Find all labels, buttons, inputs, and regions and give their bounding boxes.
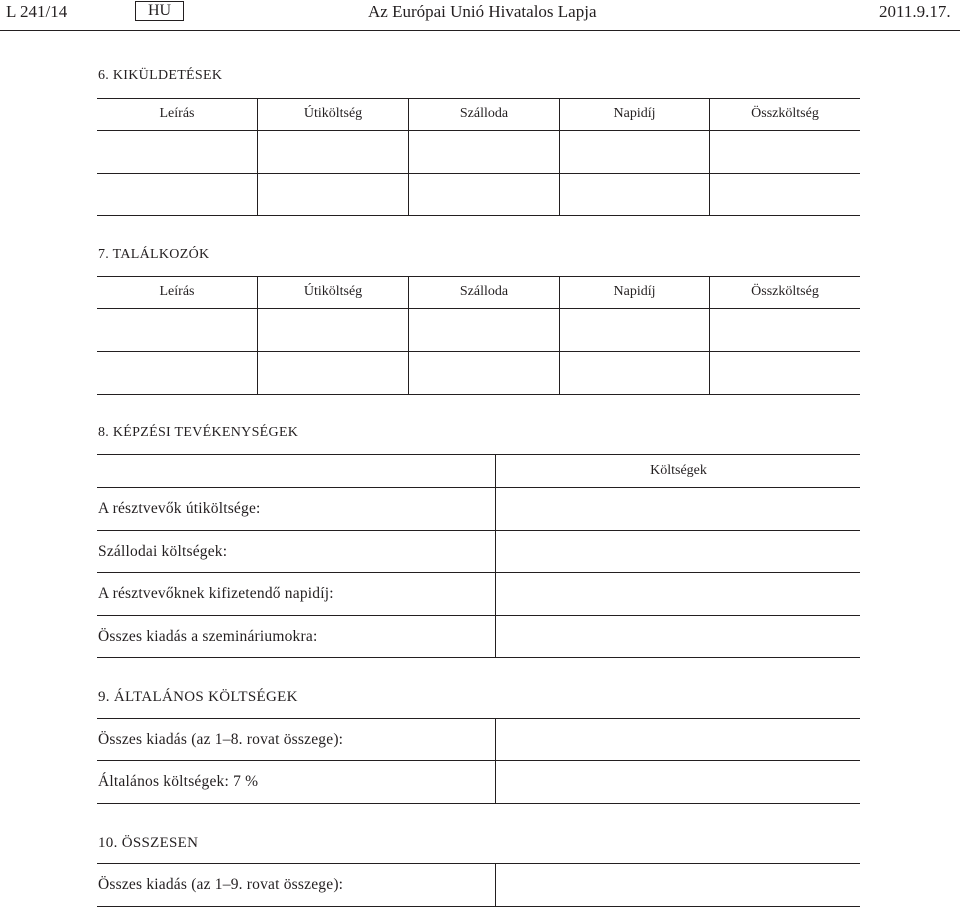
table-rule — [97, 803, 860, 804]
row-label: Általános költségek: 7 % — [98, 773, 259, 790]
journal-title: Az Európai Unió Hivatalos Lapja — [368, 2, 597, 21]
table-rule — [97, 487, 860, 488]
section-10-table — [97, 863, 860, 908]
table-rule — [97, 906, 860, 907]
table-rule — [97, 454, 860, 455]
section-9-title: 9. ÁLTALÁNOS KÖLTSÉGEK — [98, 689, 298, 705]
table-rule — [97, 657, 860, 658]
table-rule — [97, 215, 860, 216]
costs-column-header: Költségek — [650, 463, 707, 478]
header-rule — [0, 30, 960, 31]
section-8-title: 8. KÉPZÉSI TEVÉKENYSÉGEK — [98, 425, 299, 440]
column-header: Útiköltség — [303, 106, 363, 121]
table-rule — [97, 760, 860, 761]
table-rule — [97, 572, 860, 573]
row-label: Összes kiadás (az 1–9. rovat összege): — [98, 876, 344, 893]
publication-date: 2011.9.17. — [879, 2, 951, 21]
table-rule — [97, 530, 860, 531]
section-9-table — [97, 718, 860, 805]
column-header: Napidíj — [613, 284, 656, 299]
table-rule — [97, 351, 860, 352]
column-header: Útiköltség — [303, 284, 363, 299]
row-label: A résztvevők útiköltsége: — [98, 500, 261, 517]
table-rule — [97, 718, 860, 719]
table-rule — [97, 308, 860, 309]
section-8-table — [97, 454, 860, 659]
table-rule — [97, 863, 860, 864]
row-label: Összes kiadás a szemináriumokra: — [98, 628, 318, 645]
column-divider — [495, 718, 496, 804]
section-7-title: 7. TALÁLKOZÓK — [98, 247, 210, 262]
page-reference: L 241/14 — [6, 2, 68, 21]
row-label: A résztvevőknek kifizetendő napidíj: — [98, 585, 334, 602]
column-header: Összköltség — [751, 284, 819, 299]
table-rule — [97, 98, 860, 99]
section-10-title: 10. ÖSSZESEN — [98, 835, 199, 851]
section-7-table — [97, 276, 860, 396]
column-header: Szálloda — [459, 284, 509, 299]
section-6-title: 6. KIKÜLDETÉSEK — [98, 68, 223, 83]
column-header: Leírás — [159, 106, 195, 121]
table-rule — [97, 615, 860, 616]
language-code-box: HU — [135, 1, 184, 21]
column-divider — [495, 863, 496, 907]
column-header: Napidíj — [613, 106, 656, 121]
table-rule — [97, 130, 860, 131]
table-rule — [97, 173, 860, 174]
row-label: Szállodai költségek: — [98, 543, 228, 560]
row-label: Összes kiadás (az 1–8. rovat összege): — [98, 731, 344, 748]
table-rule — [97, 394, 860, 395]
table-rule — [97, 276, 860, 277]
section-6-table — [97, 98, 860, 217]
column-header: Összköltség — [751, 106, 819, 121]
column-divider — [495, 454, 496, 658]
column-header: Szálloda — [459, 106, 509, 121]
column-header: Leírás — [159, 284, 195, 299]
page-header — [0, 0, 960, 32]
